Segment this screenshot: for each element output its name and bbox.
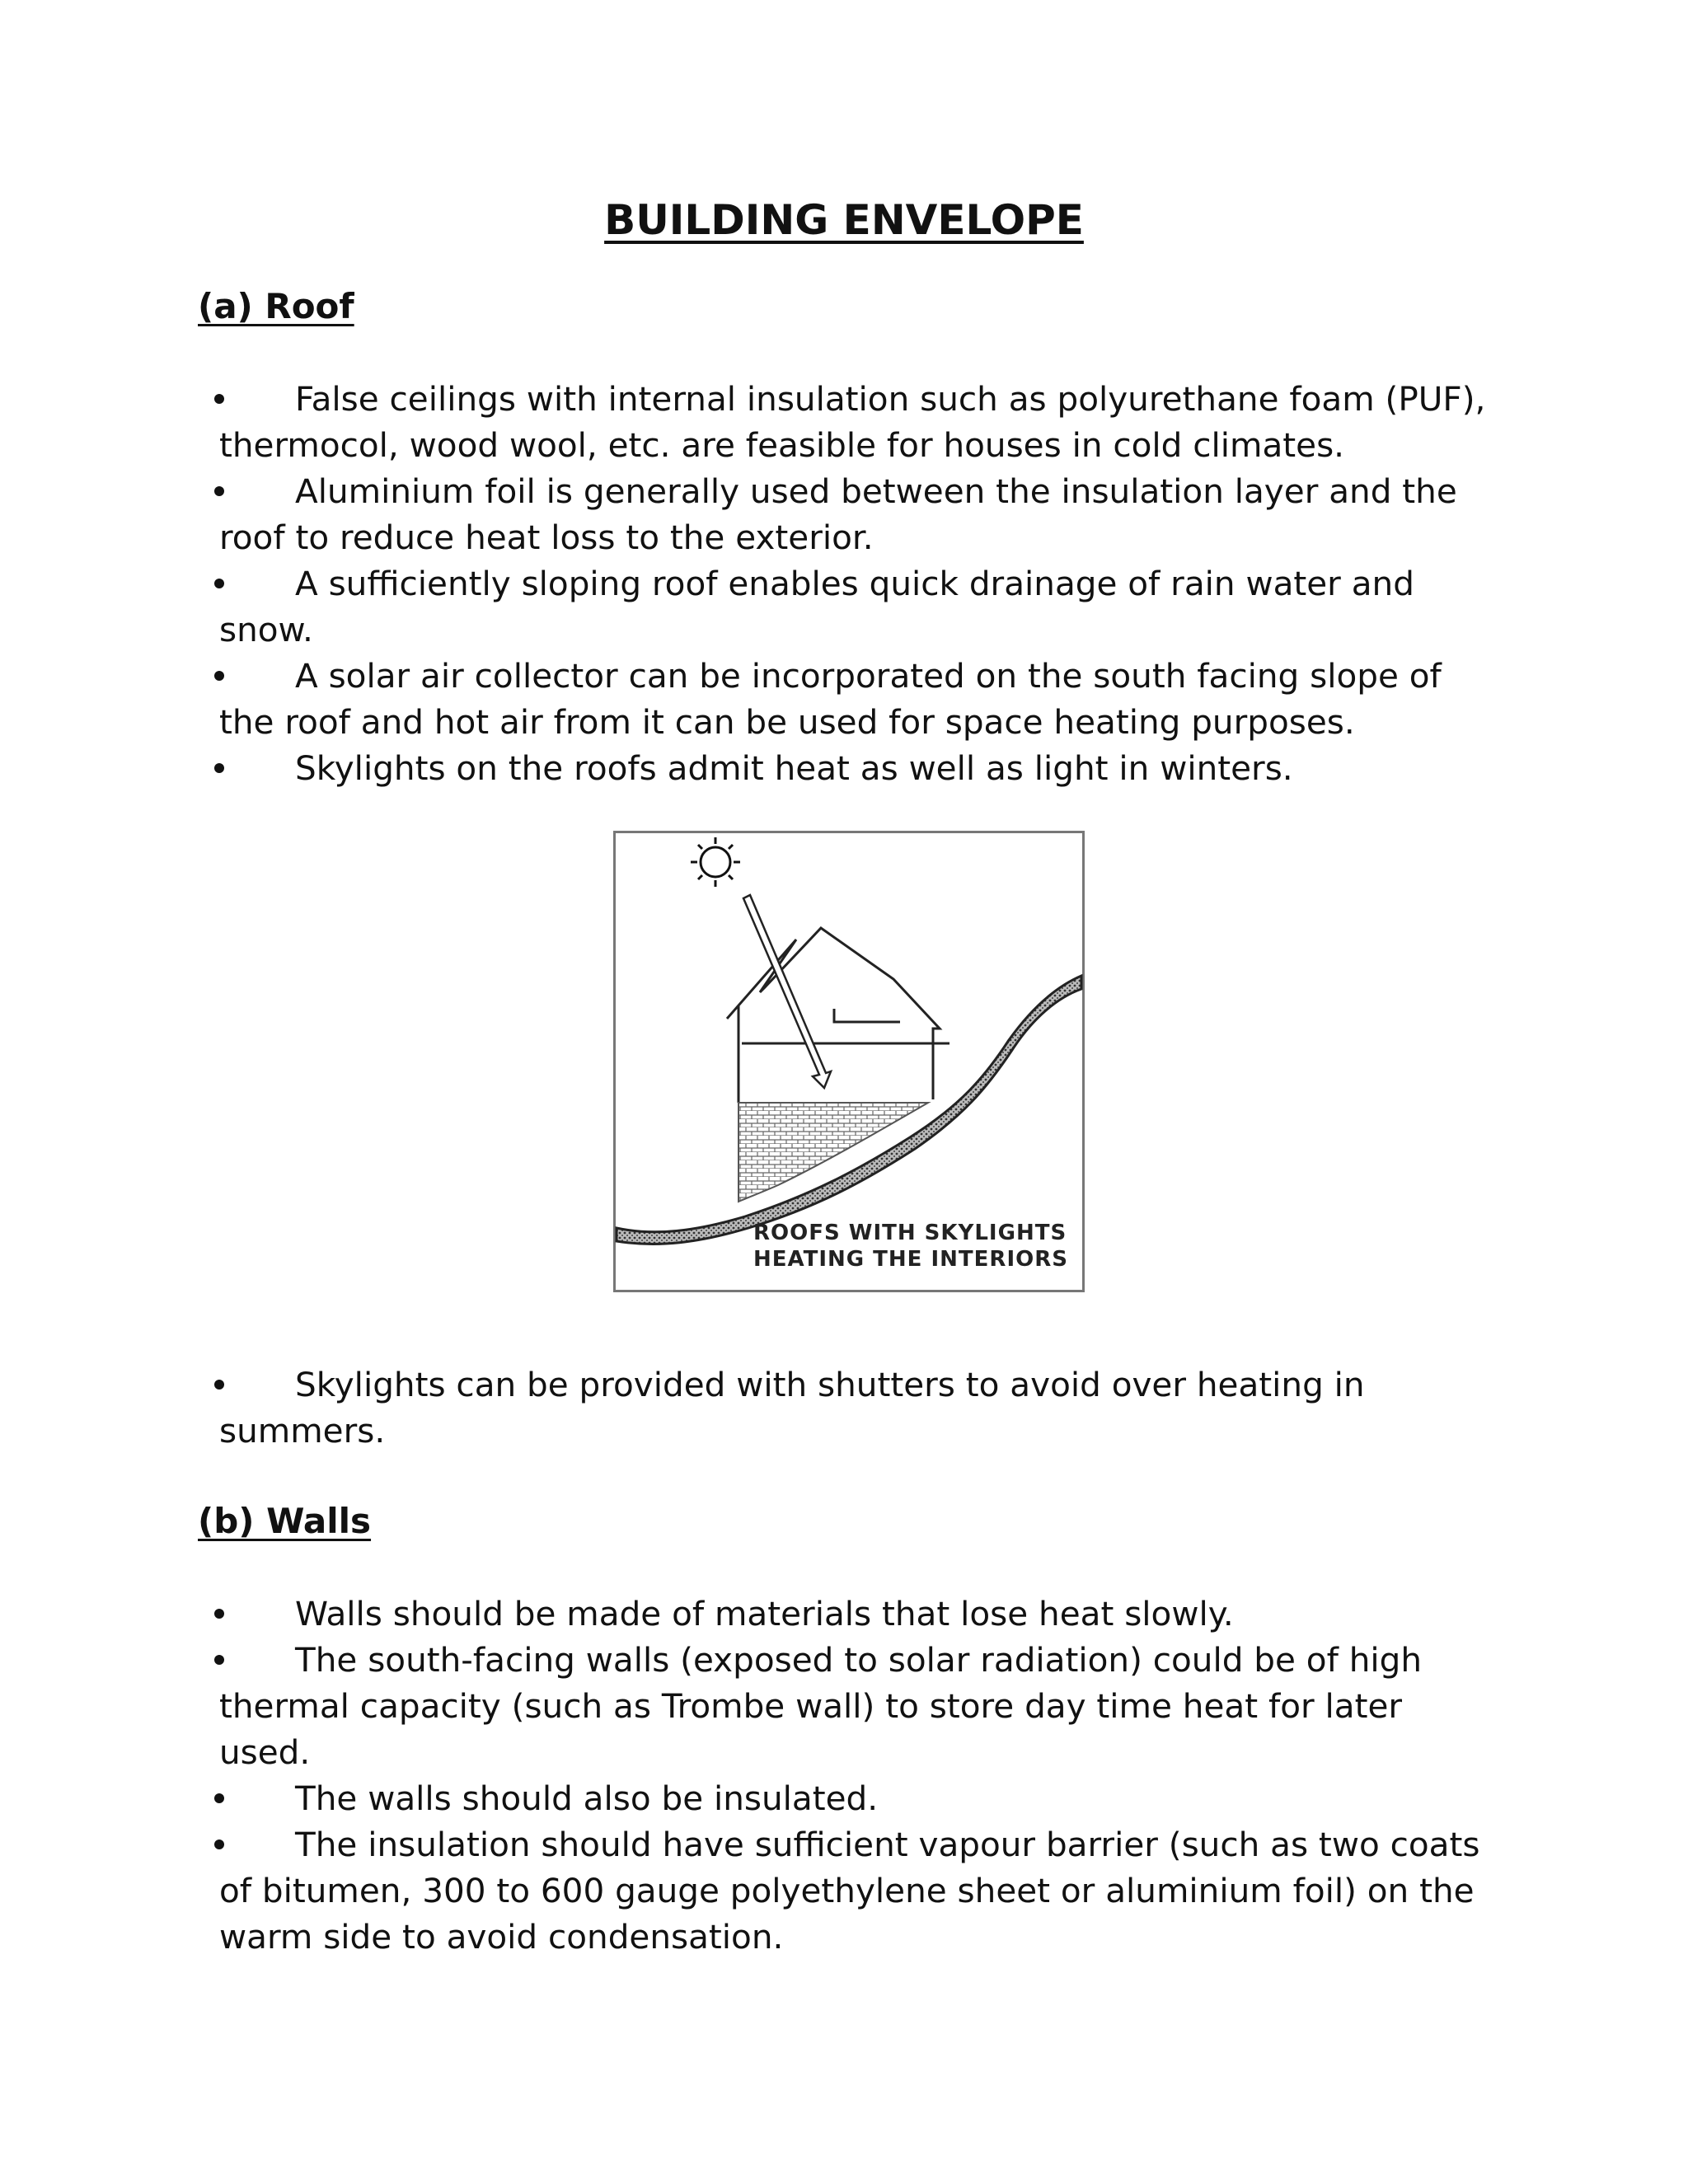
list-item: Skylights on the roofs admit heat as well as light in winters. [0, 745, 1688, 791]
roof-bullet-list [0, 376, 1688, 791]
walls-bullet-list [0, 1591, 1688, 1960]
skylight-diagram-svg [613, 831, 1085, 1292]
section-heading-roof: (a) Roof [198, 286, 354, 326]
list-item: False ceilings with internal insulation such as polyurethane foam (PUF), thermocol, wood wool, etc. are feasible for houses in cold climates. [0, 376, 1688, 468]
list-item: The insulation should have sufficient vapour barrier (such as two coats of bitumen, 300 to 600 gauge polyethylene sheet or aluminium foil) on the warm side to avoid condensation. [0, 1821, 1688, 1960]
list-item: Aluminium foil is generally used between the insulation layer and the roof to reduce heat loss to the exterior. [0, 468, 1688, 560]
skylight-diagram [613, 831, 1085, 1292]
list-item: A sufficiently sloping roof enables quick drainage of rain water and snow. [0, 560, 1688, 653]
bullet-icon [214, 1840, 224, 1849]
page-title: BUILDING ENVELOPE [604, 196, 1084, 244]
list-item: Skylights can be provided with shutters to avoid over heating in summers. [0, 1361, 1688, 1454]
bullet-icon [214, 1655, 224, 1665]
bullet-icon [214, 579, 224, 588]
bullet-icon [214, 1609, 224, 1619]
figure-caption-line2: HEATING THE INTERIORS [753, 1247, 1068, 1272]
bullet-icon [214, 1380, 224, 1390]
bullet-icon [214, 671, 224, 681]
section-heading-walls: (b) Walls [198, 1501, 372, 1541]
bullet-icon [214, 394, 224, 404]
bullet-icon [214, 763, 224, 773]
list-item: The south-facing walls (exposed to solar radiation) could be of high thermal capacity (such as Trombe wall) to store day time heat for later used. [0, 1637, 1688, 1775]
list-item: Walls should be made of materials that lose heat slowly. [0, 1591, 1688, 1637]
figure-caption-line1: ROOFS WITH SKYLIGHTS [753, 1221, 1067, 1245]
bullet-icon [214, 486, 224, 496]
bullet-icon [214, 1793, 224, 1803]
list-item: A solar air collector can be incorporated on the south facing slope of the roof and hot air from it can be used for space heating purposes. [0, 653, 1688, 745]
list-item: The walls should also be insulated. [0, 1775, 1688, 1821]
roof-bullet-list-continued [0, 1361, 1688, 1454]
